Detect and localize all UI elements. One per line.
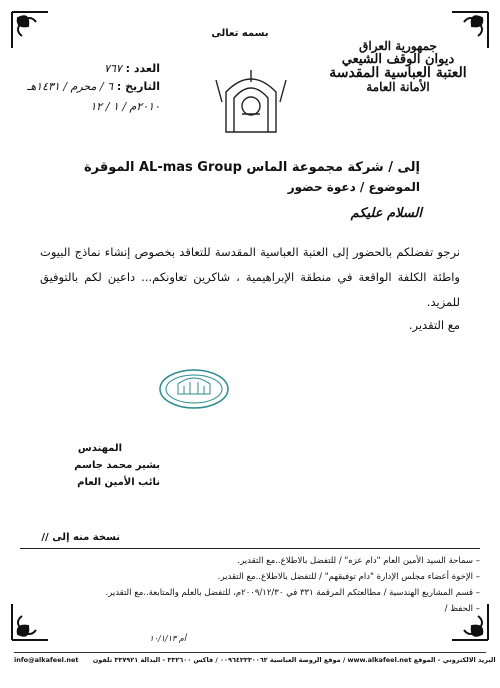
footer: [14, 656, 496, 664]
basmala: بسمه تعالى: [211, 28, 269, 39]
signer-position: نائب الأمين العام: [77, 477, 160, 488]
footer-email[interactable]: info@alkafeel.net: [14, 656, 79, 664]
ref-note: أم ١٠/١/١٣: [149, 634, 186, 643]
org-line-1: جمهورية العراق: [359, 39, 437, 53]
greeting: السلام عليكم: [350, 206, 422, 221]
footer-contact: البريد الالكتروني - الموقع www.alkafeel.net / موقع الروضة العباسية ٠٠٩٦٤٣٣٣٠٠٦٢ / فاكس ٣٣٢٦٠٠ - البدالة ٣٣٧٩٢١ تلفون: [92, 656, 496, 664]
date-gregorian: [20, 100, 160, 113]
date-gregorian-value: ٢٠١٠م / ١ / ١٢: [90, 100, 160, 113]
shrine-emblem-icon: [212, 62, 290, 138]
signature-block: [40, 440, 160, 491]
official-stamp-icon: [158, 368, 230, 410]
date-hijri-value: ٦ / محرم / ١٤٣١هـ: [27, 80, 114, 93]
org-line-2: ديوان الوقف الشيعي: [341, 51, 455, 67]
signer-title: المهندس: [77, 443, 123, 454]
org-line-3: العتبة العباسية المقدسة: [329, 65, 467, 82]
footer-divider: [14, 652, 486, 653]
ref-number-label: العدد :: [125, 62, 160, 75]
ref-number-value: ٧٦٧: [104, 62, 122, 75]
date-hijri: [20, 80, 160, 93]
copy-item: – قسم المشاريع الهندسية / مطالعتكم المرقمة ٣٣١ في ٢٠٠٩/١٢/٣٠م، للتفضل بالعلم والمتابعة..مع التقدير.: [105, 588, 480, 598]
copies-list: [30, 553, 480, 617]
copy-item: – الإخوة أعضاء مجلس الإدارة "دام توفيقهم" / للتفضل بالاطلاع..مع التقدير.: [217, 572, 480, 582]
corner-ornament-top-left: [8, 8, 52, 52]
date-label: التاريخ :: [116, 80, 160, 93]
body-paragraph: نرجو تفضلكم بالحضور إلى العتبة العباسية المقدسة للتعاقد بخصوص إنشاء نماذج البيوت واطئة الكلفة الواقعة في منطقة الإبراهيمية ، شاكرين تعاونكم... داعين لكم بالتوفيق للمزيد.: [40, 245, 460, 309]
org-line-4: الأمانة العامة: [366, 79, 430, 94]
copy-item: – سماحة السيد الأمين العام "دام عزه" / للتفضل بالاطلاع..مع التقدير.: [237, 556, 480, 566]
copies-title: نسخة منه إلى //: [41, 532, 120, 543]
copy-item: – الحفظ /: [444, 604, 480, 614]
organization-header: [318, 40, 478, 94]
addressee: إلى / شركة مجموعة الماس AL-mas Group الموقرة: [83, 160, 420, 175]
signer-name: بشير محمد جاسم: [74, 460, 160, 471]
subject: الموضوع / دعوة حضور: [287, 180, 420, 194]
ref-number: [20, 62, 160, 75]
closing: مع التقدير.: [408, 318, 460, 332]
copies-divider: [20, 548, 480, 549]
